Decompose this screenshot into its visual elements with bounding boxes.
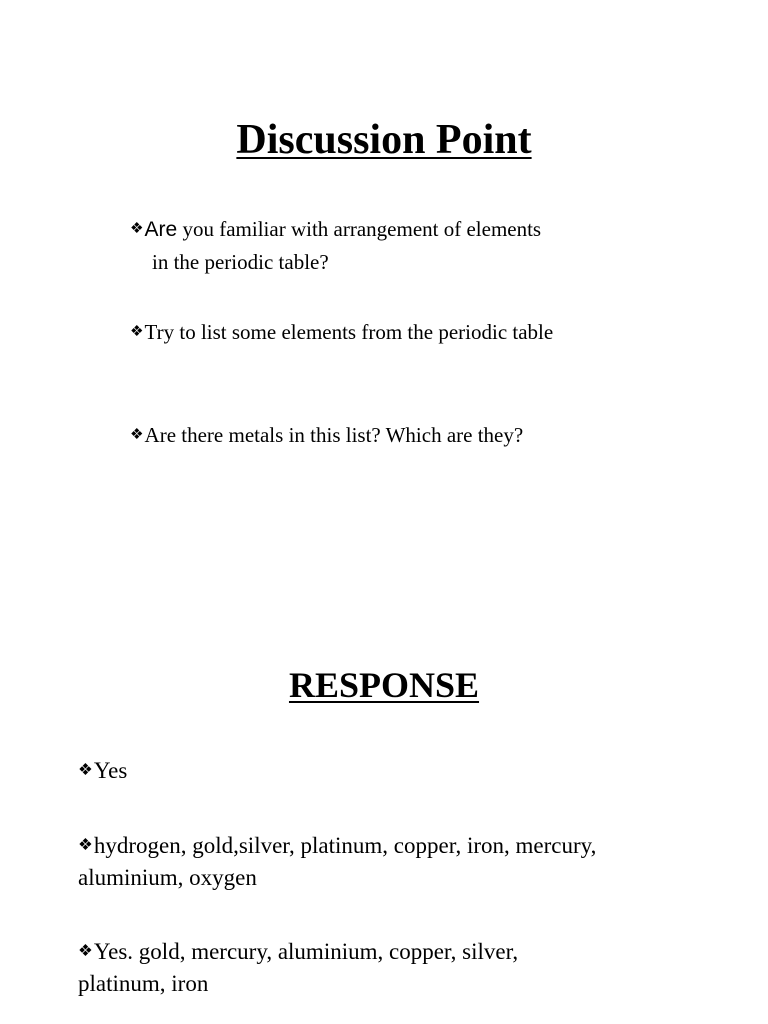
question-1-first-word: Are bbox=[144, 218, 178, 241]
response-3-line-2: platinum, iron bbox=[78, 971, 209, 996]
diamond-bullet-icon: ❖ bbox=[78, 835, 93, 855]
diamond-bullet-icon: ❖ bbox=[78, 941, 93, 961]
question-3-text: Are there metals in this list? Which are they? bbox=[144, 423, 524, 447]
response-item-2 bbox=[78, 834, 718, 889]
response-item-3 bbox=[78, 940, 718, 995]
discussion-point-title: Discussion Point bbox=[236, 117, 532, 163]
diamond-bullet-icon: ❖ bbox=[130, 219, 144, 238]
question-1-line-2: in the periodic table? bbox=[152, 250, 329, 274]
discussion-question-1 bbox=[130, 219, 541, 273]
discussion-question-2 bbox=[130, 322, 553, 343]
response-title: RESPONSE bbox=[288, 665, 480, 705]
response-2-line-2: aluminium, oxygen bbox=[78, 865, 257, 890]
response-3-line-1: Yes. gold, mercury, aluminium, copper, silver, bbox=[93, 939, 519, 964]
response-item-1 bbox=[78, 759, 718, 782]
question-1-text: you familiar with arrangement of elements bbox=[177, 217, 542, 241]
response-2-line-1: hydrogen, gold,silver, platinum, copper, iron, mercury, bbox=[93, 833, 597, 858]
diamond-bullet-icon: ❖ bbox=[130, 425, 144, 444]
question-2-text: Try to list some elements from the periodic table bbox=[144, 320, 554, 344]
discussion-question-3 bbox=[130, 425, 523, 446]
response-1-text: Yes bbox=[93, 758, 128, 783]
diamond-bullet-icon: ❖ bbox=[78, 760, 93, 780]
diamond-bullet-icon: ❖ bbox=[130, 322, 144, 341]
